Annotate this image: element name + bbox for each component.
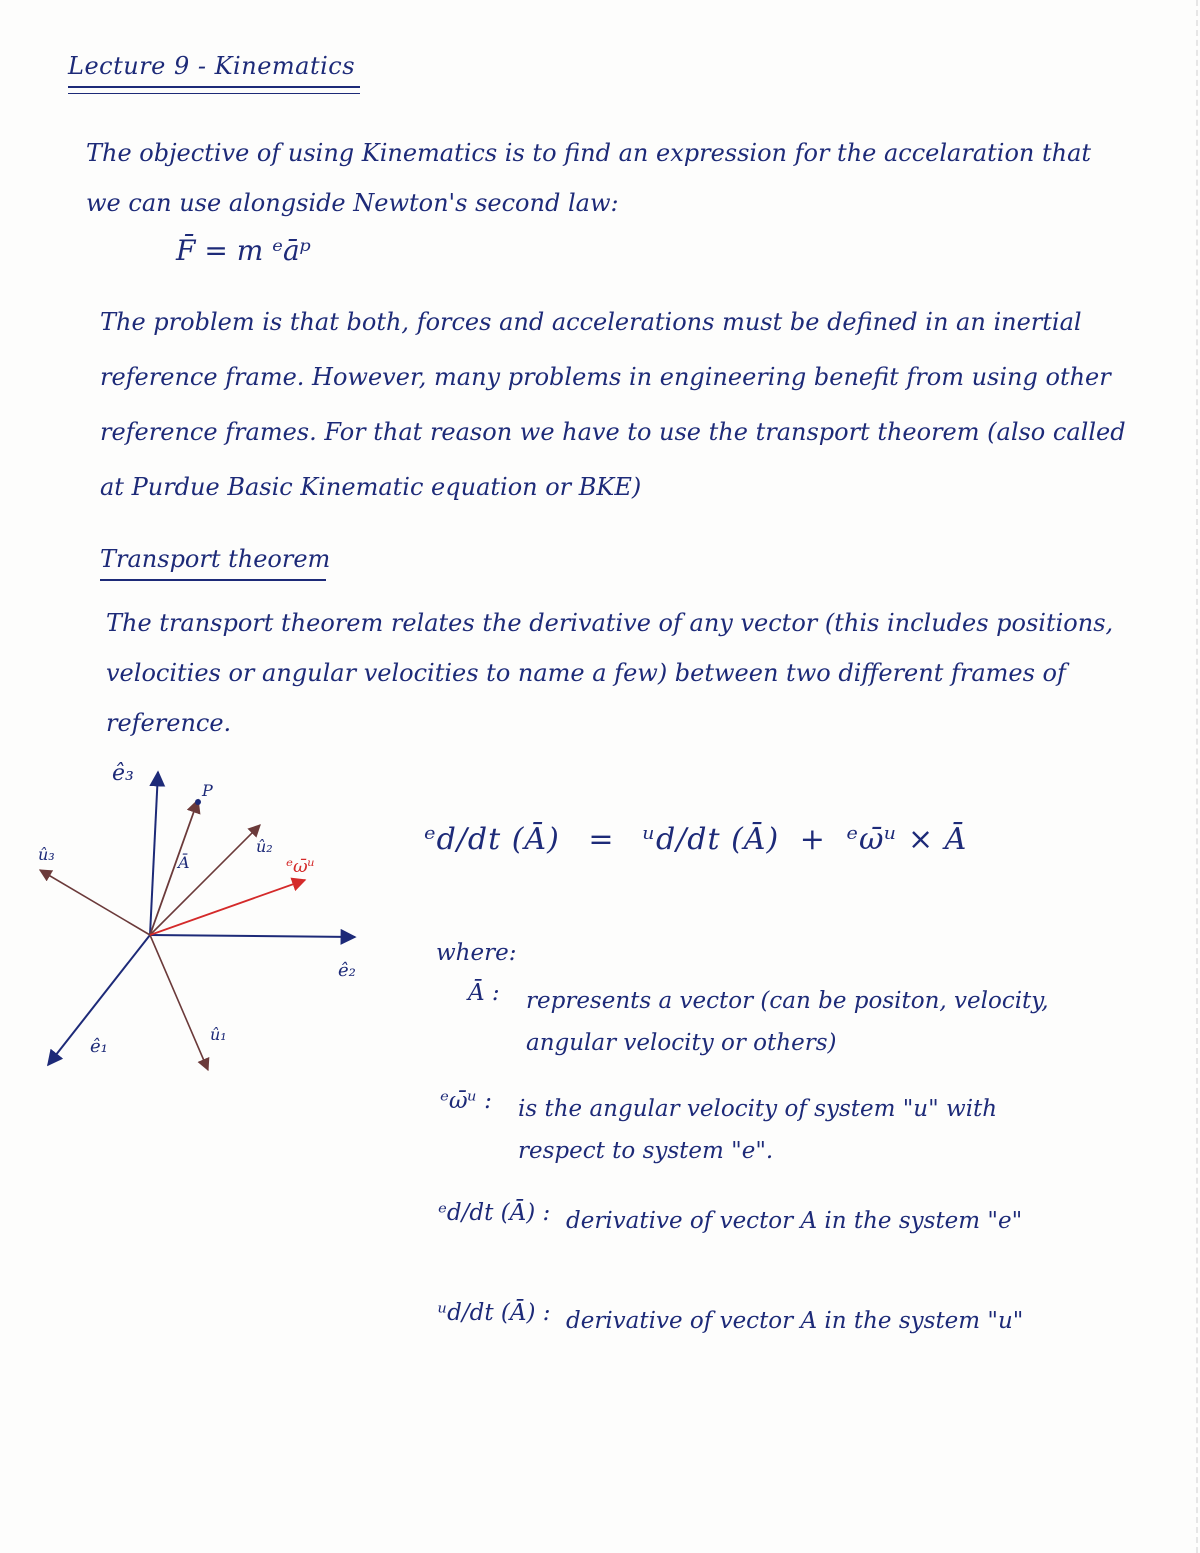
- eq-rhs2: ᵉω̄ᵘ × Ā: [846, 822, 968, 857]
- label-u2: û₂: [256, 837, 273, 856]
- omega-vector: [150, 880, 305, 935]
- definition-item: [438, 1300, 1126, 1342]
- definition-item: [438, 1200, 1126, 1242]
- eq-lhs: ᵉd/dt (Ā): [424, 822, 560, 857]
- section-title: Transport theorem: [100, 545, 331, 573]
- eq-equals: =: [588, 822, 615, 857]
- definition-text: is the angular velocity of system "u" with respect to system "e".: [518, 1096, 998, 1164]
- definition-symbol: ᵉω̄ᵘ :: [440, 1088, 492, 1114]
- label-A: Ā: [178, 853, 190, 872]
- where-label: where:: [436, 940, 517, 966]
- definition-item: [440, 1088, 1078, 1172]
- e3-axis: [150, 772, 158, 935]
- section-paragraph: The transport theorem relates the derivative of any vector (this includes positions, velocities or angular velocities to name a few) between two different frames of reference.: [106, 609, 1114, 737]
- point-P: [195, 799, 201, 805]
- label-e2: ê₂: [338, 960, 356, 981]
- definition-item: [468, 980, 1126, 1064]
- label-e3: ê₃: [112, 761, 134, 786]
- label-u3: û₃: [38, 845, 55, 864]
- definition-symbol: Ā :: [468, 980, 500, 1006]
- problem-paragraph: The problem is that both, forces and accelerations must be defined in an inertial reference frame. However, many problems in engineering benefit from using other reference frames. For that reason we have to use the transport theorem (also called at Purdue Basic Kinematic equation or BKE): [100, 308, 1126, 501]
- vector-A: [150, 800, 198, 935]
- lecture-title: Lecture 9 - Kinematics: [68, 52, 356, 80]
- definition-symbol: ᵘd/dt (Ā) :: [438, 1300, 551, 1326]
- definition-text: derivative of vector A in the system "e": [566, 1208, 1023, 1234]
- e2-axis: [150, 935, 355, 937]
- section-underline: [100, 579, 326, 581]
- label-omega: ᵉω̄ᵘ: [286, 856, 315, 877]
- definition-symbol: ᵉd/dt (Ā) :: [438, 1200, 551, 1226]
- intro-paragraph: The objective of using Kinematics is to find an expression for the accelaration that we can use alongside Newton's second law:: [86, 139, 1092, 217]
- transport-theorem-equation: [424, 822, 967, 857]
- u3-axis: [40, 870, 150, 935]
- eq-plus: +: [799, 822, 826, 857]
- definition-text: represents a vector (can be positon, velocity, angular velocity or others): [526, 988, 1049, 1056]
- eq-rhs1: ᵘd/dt (Ā): [643, 822, 780, 857]
- label-P: P: [202, 781, 213, 800]
- label-u1: û₁: [210, 1025, 227, 1044]
- label-e1: ê₁: [90, 1036, 108, 1057]
- page-margin-line: [1196, 0, 1198, 1553]
- u1-axis: [150, 935, 208, 1070]
- u2-axis: [150, 825, 260, 935]
- definition-text: derivative of vector A in the system "u": [566, 1308, 1024, 1334]
- title-underline: [68, 86, 360, 88]
- title-underline-2: [68, 93, 360, 94]
- reference-frames-diagram: [20, 740, 380, 1100]
- newton-formula: F̄ = m ᵉāᵖ: [176, 234, 311, 267]
